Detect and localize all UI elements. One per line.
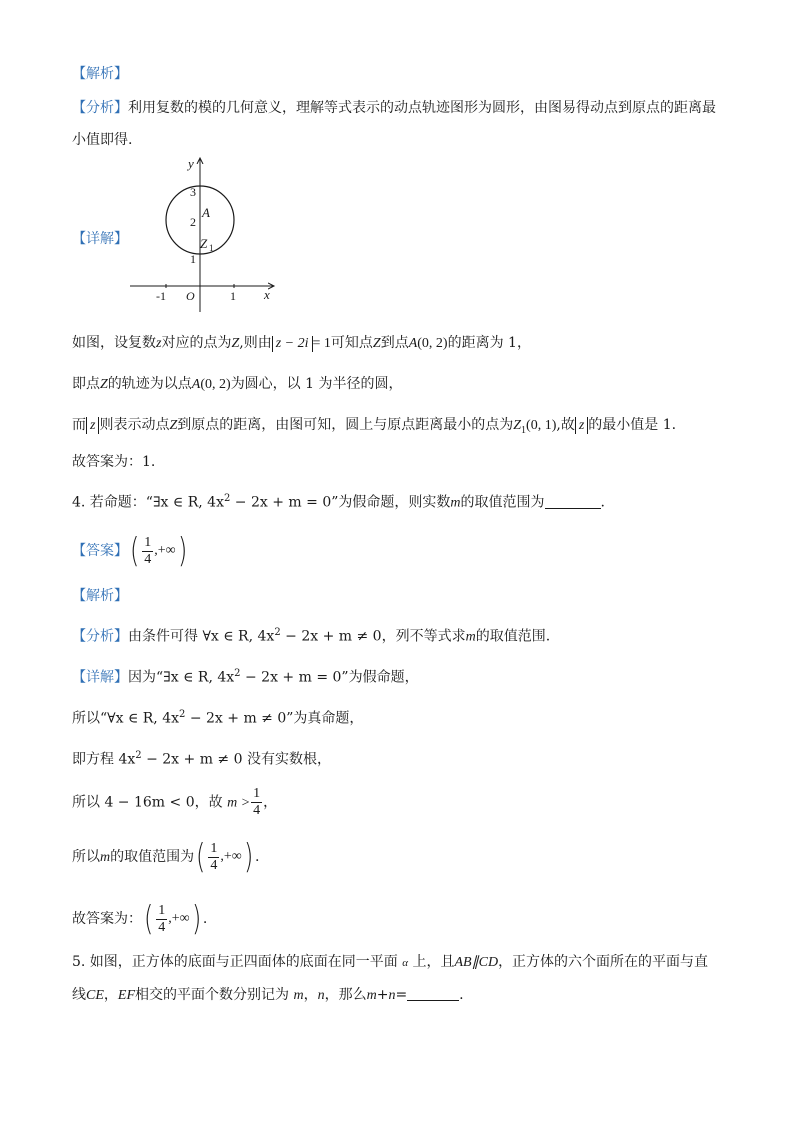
text: 线 — [72, 987, 86, 1003]
superscript: 2 — [135, 750, 142, 761]
fenxi-tag: 【分析】 — [72, 100, 128, 116]
x-tick-neg-label: -1 — [156, 289, 166, 303]
numerator: 1 — [210, 840, 218, 856]
origin-label: O — [186, 289, 195, 303]
text: − 2x + m ≠ 0 没有实数根， — [141, 751, 331, 768]
text: ， — [263, 794, 278, 811]
y-tick-3-label: 3 — [190, 185, 196, 199]
text: 到原点的距离，由图可知，圆上与原点距离最小的点为 — [177, 417, 514, 433]
q4-detail-5 — [72, 837, 260, 877]
text: 的取值范围为 — [460, 494, 545, 511]
y-axis-label: y — [188, 156, 194, 171]
interval — [128, 531, 189, 571]
analysis-line-2 — [72, 130, 132, 150]
analysis-line-1 — [72, 98, 716, 118]
text: 的最小值是 1. — [588, 417, 677, 433]
text: ,故 — [556, 417, 575, 433]
var-Z: Z — [231, 336, 240, 351]
var-Z: Z — [100, 377, 108, 392]
text: 因为“∃x ∈ R, 4x — [128, 669, 235, 686]
paren-right: ) — [243, 837, 254, 877]
text: ， — [303, 987, 318, 1003]
text: ,则由 — [239, 335, 272, 351]
text: 的取值范围. — [475, 628, 551, 645]
paren-left: ( — [143, 899, 154, 939]
point-z1-label: Z — [200, 236, 208, 251]
text: ， — [103, 987, 118, 1003]
var-alpha: α — [402, 957, 409, 969]
var-m: m — [366, 988, 377, 1003]
text: 即方程 4x — [72, 751, 136, 768]
center-a-label: A — [202, 205, 210, 220]
q4-detail-1 — [72, 664, 419, 688]
xiangjie-tag: 【详解】 — [72, 669, 128, 686]
text: . — [600, 494, 605, 511]
q4-detail-2 — [72, 705, 363, 729]
coord: (0, 2) — [200, 377, 231, 392]
var-A: A — [191, 377, 201, 392]
text: − 2x + m = 0”为假命题，则实数 — [230, 494, 451, 511]
answer-blank — [407, 986, 459, 1001]
y-tick-2-label: 2 — [190, 215, 196, 229]
q4-final-answer — [72, 899, 208, 939]
subscript: 1 — [521, 424, 527, 436]
text: . — [255, 849, 260, 865]
var-n: n — [317, 988, 325, 1003]
q4-detail-4 — [72, 786, 277, 819]
point-z1-sub: 1 — [209, 243, 214, 253]
text: − 2x + m ≠ 0”为真命题， — [185, 710, 364, 727]
denominator: 4 — [158, 919, 166, 935]
text: 所以 — [72, 849, 100, 865]
q4-stem — [72, 489, 605, 514]
var-n: n — [388, 988, 396, 1003]
text: 而 — [72, 417, 86, 433]
text: − 2x + m = 0”为假命题， — [240, 669, 419, 686]
var-m: m > — [227, 795, 251, 811]
text: ，那么 — [324, 987, 367, 1003]
text: 的取值范围为 — [110, 849, 195, 865]
var-ef: EF — [117, 988, 135, 1003]
y-tick-1-label: 1 — [190, 252, 196, 266]
s3-answer: 故答案为：1. — [72, 454, 156, 470]
text: 如图，设复数 — [72, 335, 156, 351]
x-axis-label: x — [264, 287, 270, 302]
q4-detail-3 — [72, 746, 331, 770]
denominator: 4 — [144, 551, 152, 567]
fraction-quarter — [142, 535, 153, 568]
text: 故答案为： — [72, 911, 142, 927]
paren-left: ( — [129, 531, 140, 571]
text: 则表示动点 — [99, 417, 170, 433]
s3-para-1 — [72, 333, 531, 354]
text: 即点 — [72, 376, 100, 392]
abs-content: z − 2i — [275, 336, 309, 351]
var-m: m — [465, 629, 476, 645]
text: 的轨迹为以点 — [107, 376, 192, 392]
q4-jiexi-heading: 【解析】 — [72, 588, 128, 604]
text: 相交的平面个数分别记为 — [135, 987, 289, 1003]
var-Z1: Z — [513, 418, 522, 433]
var-m: m — [450, 495, 461, 511]
q4-analysis — [72, 623, 550, 648]
daan-tag: 【答案】 — [72, 543, 128, 559]
fenxi-tag: 【分析】 — [72, 628, 128, 645]
s3-para-2 — [72, 374, 403, 395]
text: 为圆心，以 1 为半径的圆， — [230, 376, 403, 392]
q5-line-2 — [72, 985, 464, 1006]
abs-z — [86, 417, 99, 434]
paren-right: ) — [177, 531, 187, 571]
jiexi-heading: 【解析】 — [72, 66, 128, 82]
infinity: ,+∞ — [168, 911, 190, 926]
s3-para-3 — [72, 415, 676, 441]
q4-answer-line — [72, 531, 189, 571]
circle-graph — [126, 154, 276, 314]
fraction-quarter — [251, 786, 262, 819]
var-m: m — [293, 988, 304, 1003]
fenxi-text-1: 利用复数的模的几何意义，理解等式表示的动点轨迹图形为圆形，由图易得动点到原点的距离最 — [128, 100, 716, 116]
text: 4. 若命题：“∃x ∈ R, 4x — [72, 494, 224, 511]
abs-z-2i — [272, 336, 313, 352]
plus: + — [376, 987, 389, 1003]
text: 对应的点为 — [161, 335, 232, 351]
var-A: A — [408, 336, 418, 351]
paren-right: ) — [191, 899, 201, 939]
interval — [142, 899, 203, 939]
text: 的距离为 1， — [447, 335, 531, 351]
xiangjie-tag: 【详解】 — [72, 231, 128, 247]
text: − 2x + m ≠ 0，列不等式求 — [280, 628, 466, 645]
abs-content: z — [90, 418, 96, 433]
abs-z — [575, 417, 588, 434]
text: 所以“∀x ∈ R, 4x — [72, 710, 180, 727]
text: = 1可知点 — [312, 336, 373, 351]
var-Z: Z — [169, 418, 178, 433]
denominator: 4 — [210, 857, 218, 873]
fraction-quarter — [156, 903, 167, 936]
superscript: 2 — [234, 668, 241, 679]
equals: = — [395, 987, 408, 1003]
interval — [194, 837, 255, 877]
text: 到点 — [380, 335, 409, 351]
denominator: 4 — [253, 803, 261, 818]
infinity: ,+∞ — [220, 849, 242, 864]
answer-blank — [545, 494, 601, 509]
var-z: z — [156, 336, 162, 351]
var-m: m — [100, 850, 111, 865]
fraction-quarter — [208, 841, 219, 874]
x-tick-pos-label: 1 — [230, 289, 236, 303]
coord: (0, 2) — [417, 336, 448, 351]
numerator: 1 — [144, 534, 152, 550]
text: 上，且 — [412, 954, 455, 970]
text: 由条件可得 ∀x ∈ R, 4x — [128, 628, 275, 645]
abs-content: z — [578, 418, 585, 433]
superscript: 2 — [274, 627, 281, 638]
text: ，正方体的六个面所在的平面与直 — [498, 954, 709, 970]
q5-line-1 — [72, 952, 708, 973]
var-Z: Z — [372, 336, 381, 351]
var-ab-cd: AB∥CD — [454, 955, 499, 970]
text: 5. 如图，正方体的底面与正四面体的底面在同一平面 — [72, 954, 398, 970]
infinity: ,+∞ — [154, 543, 176, 558]
fenxi-text-2: 小值即得. — [72, 132, 133, 148]
text: . — [202, 911, 208, 927]
var-ce: CE — [86, 988, 104, 1003]
superscript: 2 — [223, 493, 231, 504]
superscript: 2 — [179, 709, 186, 720]
numerator: 1 — [253, 786, 261, 801]
paren-left: ( — [196, 837, 206, 877]
text: . — [459, 987, 464, 1003]
text: 所以 4 − 16m < 0，故 — [72, 794, 223, 811]
numerator: 1 — [158, 902, 166, 918]
coord: (0, 1) — [526, 418, 557, 433]
